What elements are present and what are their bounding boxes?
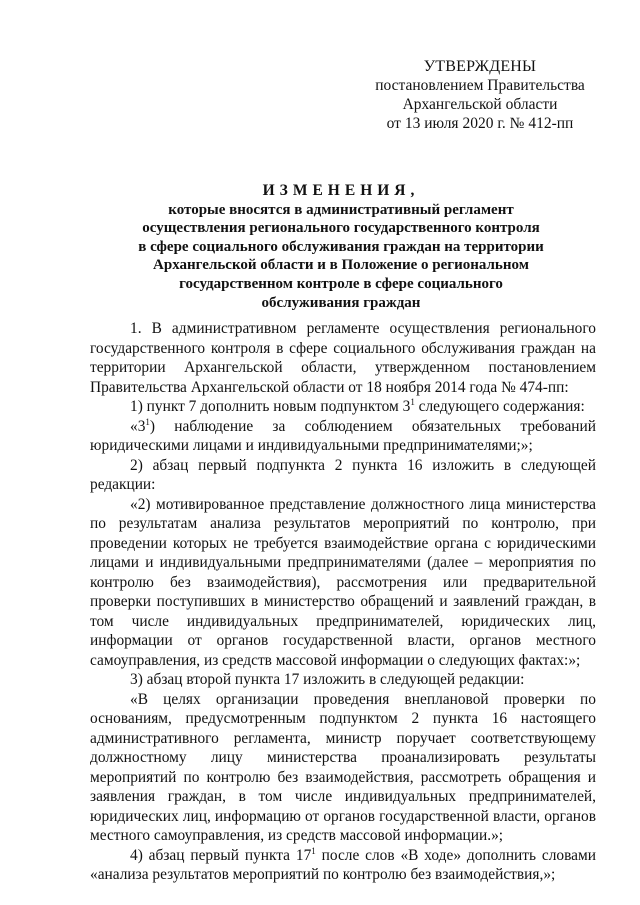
title-line: осуществления регионального государственного контроля <box>142 220 540 237</box>
approval-line: постановлением Правительства <box>375 77 585 94</box>
document-body <box>90 319 596 885</box>
title-line: Архангельской области и в Положение о региональном <box>153 257 529 274</box>
title-line: в сфере социального обслуживания граждан на территории <box>138 238 544 255</box>
title-line: которые вносятся в административный регламент <box>168 201 514 218</box>
paragraph-7: «В целях организации проведения внеплановой проверки по основаниям, предусмотренным подпунктом 2 пункта 16 настоящего административного регламента, министр поручает соответствующему должностному лицу министерства проанализировать результаты мероприятий по контролю без взаимодействия, рассмотреть обращения и заявления граждан, в том числе индивидуальных предпринимателей, юридических лиц, информацию от органов государственной власти, органов местного самоуправления, из средств массовой информации.»; <box>90 690 596 844</box>
document-title <box>88 182 594 312</box>
superscript: 1 <box>410 397 415 407</box>
title-heading: ИЗМЕНЕНИЯ, <box>262 182 420 199</box>
approval-stamp <box>360 57 600 133</box>
paragraph-4: 2) абзац первый подпункта 2 пункта 16 изложить в следующей редакции: <box>90 456 596 493</box>
paragraph-3 <box>90 417 596 456</box>
paragraph-1: 1. В административном регламенте осуществления регионального государственного контроля в сфере социального обслуживания граждан на территории Архангельской области, утвержденном постановлением Правительства Архангельской области от 18 ноября 2014 года № 474-пп: <box>90 320 596 396</box>
paragraph-text: 1) пункт 7 дополнить новым подпунктом 3 <box>130 398 411 415</box>
paragraph-2 <box>90 397 596 417</box>
paragraph-text: после слов «В ходе» дополнить словами «анализа результатов мероприятий по контролю без взаимодействия,»; <box>90 846 596 883</box>
paragraph-text: «3 <box>130 417 146 435</box>
paragraph-5: «2) мотивированное представление должностного лица министерства по результатам анализа результатов мероприятий по контролю, при проведении которых не требуется взаимодействие органа с юридическими лицами и индивидуальными предпринимателями (далее – мероприятия по контролю без взаимодействия), рассмотрения или предварительной проверки поступивших в министерство обращений и заявлений граждан, в том числе индивидуальных предпринимателей, юридических лиц, информации от органов государственной власти, органов местного самоуправления, из средств массовой информации о следующих фактах:»; <box>90 495 596 669</box>
title-line: государственном контроле в сфере социального <box>179 275 503 292</box>
approval-line: Архангельской области <box>402 96 558 113</box>
paragraph-text: следующего содержания: <box>414 398 585 415</box>
approval-heading: УТВЕРЖДЕНЫ <box>423 58 537 75</box>
paragraph-text: 4) абзац первый пункта 17 <box>130 846 312 864</box>
paragraph-6: 3) абзац второй пункта 17 изложить в следующей редакции: <box>130 671 525 688</box>
superscript: 1 <box>311 845 316 856</box>
approval-line: от 13 июля 2020 г. № 412-пп <box>386 115 574 132</box>
paragraph-text: ) наблюдение за соблюдением обязательных требований юридическими лицами и индивидуальными предпринимателями;»; <box>90 417 596 454</box>
superscript: 1 <box>145 416 150 427</box>
paragraph-8 <box>90 846 596 885</box>
title-line: обслуживания граждан <box>261 294 421 311</box>
